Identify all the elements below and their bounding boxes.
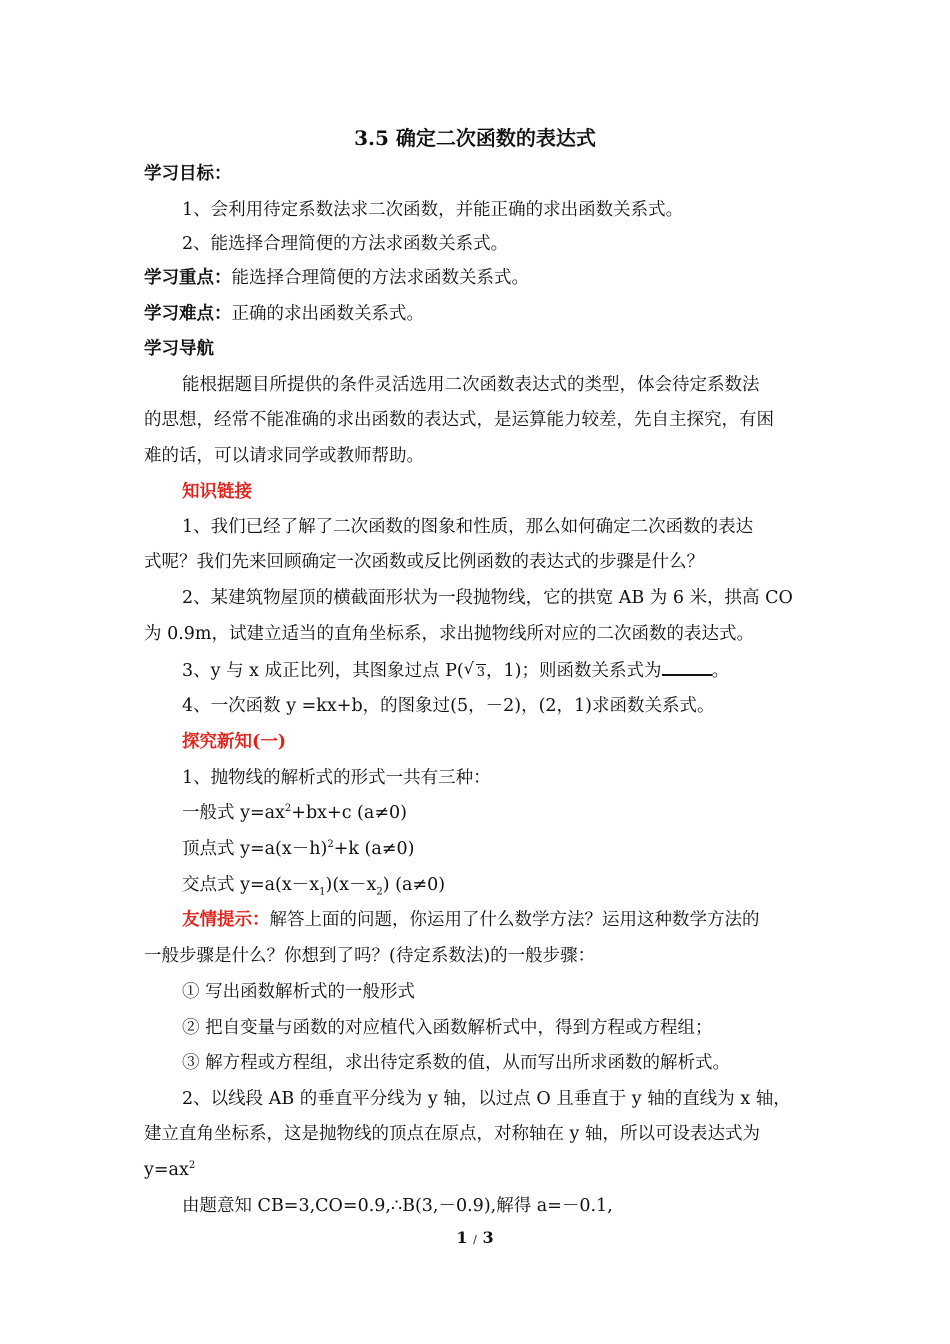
step-2: ② 把自变量与函数的对应植代入函数解析式中，得到方程或方程组； — [182, 1018, 713, 1038]
page-sep: / — [473, 1233, 477, 1246]
form-vertex — [182, 837, 414, 861]
form-general — [182, 801, 407, 825]
form-inter-sub1: 1 — [319, 886, 326, 898]
page-title: 3.5 确定二次函数的表达式 — [354, 126, 596, 150]
knowledge-q1-line-1: 1、我们已经了解了二次函数的图象和性质，那么如何确定二次函数的表达 — [182, 517, 754, 537]
solution-line-3 — [144, 1158, 195, 1182]
difficulty-text: 正确的求出函数关系式。 — [231, 304, 424, 324]
form-general-sup: 2 — [284, 803, 292, 815]
form-inter-b: )(x－x — [325, 875, 377, 895]
form-vertex-a: 顶点式 y=a(x－h) — [182, 839, 328, 859]
difficulty-label: 学习难点： — [144, 304, 232, 324]
step-3: ③ 解方程或方程组，求出待定系数的值，从而写出所求函数的解析式。 — [182, 1053, 731, 1073]
knowledge-q3 — [182, 658, 729, 685]
radicand: 3 — [476, 665, 486, 680]
explore-intro: 1、抛物线的解析式的形式一共有三种： — [182, 768, 491, 788]
form-intersection — [182, 873, 445, 897]
tip-line-2: 一般步骤是什么？你想到了吗？(待定系数法)的一般步骤： — [144, 946, 596, 966]
guide-paragraph-line-1: 能根据题目所提供的条件灵活选用二次函数表达式的类型，体会待定系数法 — [182, 375, 760, 395]
answer-blank[interactable] — [662, 658, 712, 676]
form-inter-c: ) (a≠0) — [382, 875, 446, 895]
knowledge-q3-text-2: ，1)；则函数关系式为 — [486, 661, 662, 681]
form-general-b: +bx+c (a≠0) — [291, 803, 407, 823]
tip-label: 友情提示： — [182, 910, 270, 930]
tip-line-1 — [182, 908, 760, 932]
objective-item-2: 2、能选择合理简便的方法求函数关系式。 — [182, 234, 509, 254]
form-inter-sub2: 2 — [376, 886, 383, 898]
knowledge-q3-text: 3、y 与 x 成正比列，其图象过点 P( — [182, 661, 464, 681]
knowledge-q4: 4、一次函数 y =kx+b，的图象过(5，－2)，(2，1)求函数关系式。 — [182, 696, 715, 716]
solution-formula-sup: 2 — [188, 1160, 196, 1172]
knowledge-q1-line-2: 式呢？我们先来回顾确定一次函数或反比例函数的表达式的步骤是什么？ — [144, 552, 704, 572]
solution-line-1: 2、以线段 AB 的垂直平分线为 y 轴，以过点 O 且垂直于 y 轴的直线为 x 轴， — [182, 1089, 791, 1109]
knowledge-heading: 知识链接 — [182, 482, 252, 502]
page-total: 3 — [482, 1228, 494, 1247]
objectives-heading: 学习目标： — [144, 164, 232, 184]
key-point-text: 能选择合理简便的方法求函数关系式。 — [231, 268, 529, 288]
knowledge-q2-line-2: 为 0.9m，试建立适当的直角坐标系，求出抛物线所对应的二次函数的表达式。 — [144, 624, 754, 644]
guide-paragraph-line-3: 难的话，可以请求同学或教师帮助。 — [144, 446, 424, 466]
knowledge-q3-end: 。 — [711, 661, 729, 681]
tip-text-1: 解答上面的问题，你运用了什么数学方法？运用这种数学方法的 — [269, 910, 760, 930]
guide-paragraph-line-2: 的思想，经常不能准确的求出函数的表达式，是运算能力较差，先自主探究，有困 — [144, 410, 774, 430]
explore-heading: 探究新知(一) — [182, 732, 287, 752]
form-vertex-b: +k (a≠0) — [333, 839, 415, 859]
knowledge-q2-line-1: 2、某建筑物屋顶的横截面形状为一段抛物线，它的拱宽 AB 为 6 米，拱高 CO — [182, 588, 793, 608]
solution-line-2: 建立直角坐标系，这是抛物线的顶点在原点，对称轴在 y 轴，所以可设表达式为 — [144, 1124, 761, 1144]
page-current: 1 — [456, 1228, 468, 1247]
sqrt-symbol — [464, 659, 486, 685]
difficulty-line — [144, 302, 424, 326]
key-point-line — [144, 266, 529, 290]
solution-line-4: 由题意知 CB=3,CO=0.9,∴B(3,－0.9),解得 a=－0.1, — [182, 1196, 613, 1216]
form-inter-a: 交点式 y=a(x－x — [182, 875, 320, 895]
form-vertex-sup: 2 — [327, 839, 334, 851]
solution-formula: y=ax — [144, 1160, 189, 1180]
form-general-a: 一般式 y=ax — [182, 803, 285, 823]
objective-item-1: 1、会利用待定系数法求二次函数，并能正确的求出函数关系式。 — [182, 200, 684, 220]
page-number — [0, 1228, 950, 1247]
guide-heading: 学习导航 — [144, 339, 214, 359]
step-1: ① 写出函数解析式的一般形式 — [182, 982, 416, 1002]
key-point-label: 学习重点： — [144, 268, 232, 288]
